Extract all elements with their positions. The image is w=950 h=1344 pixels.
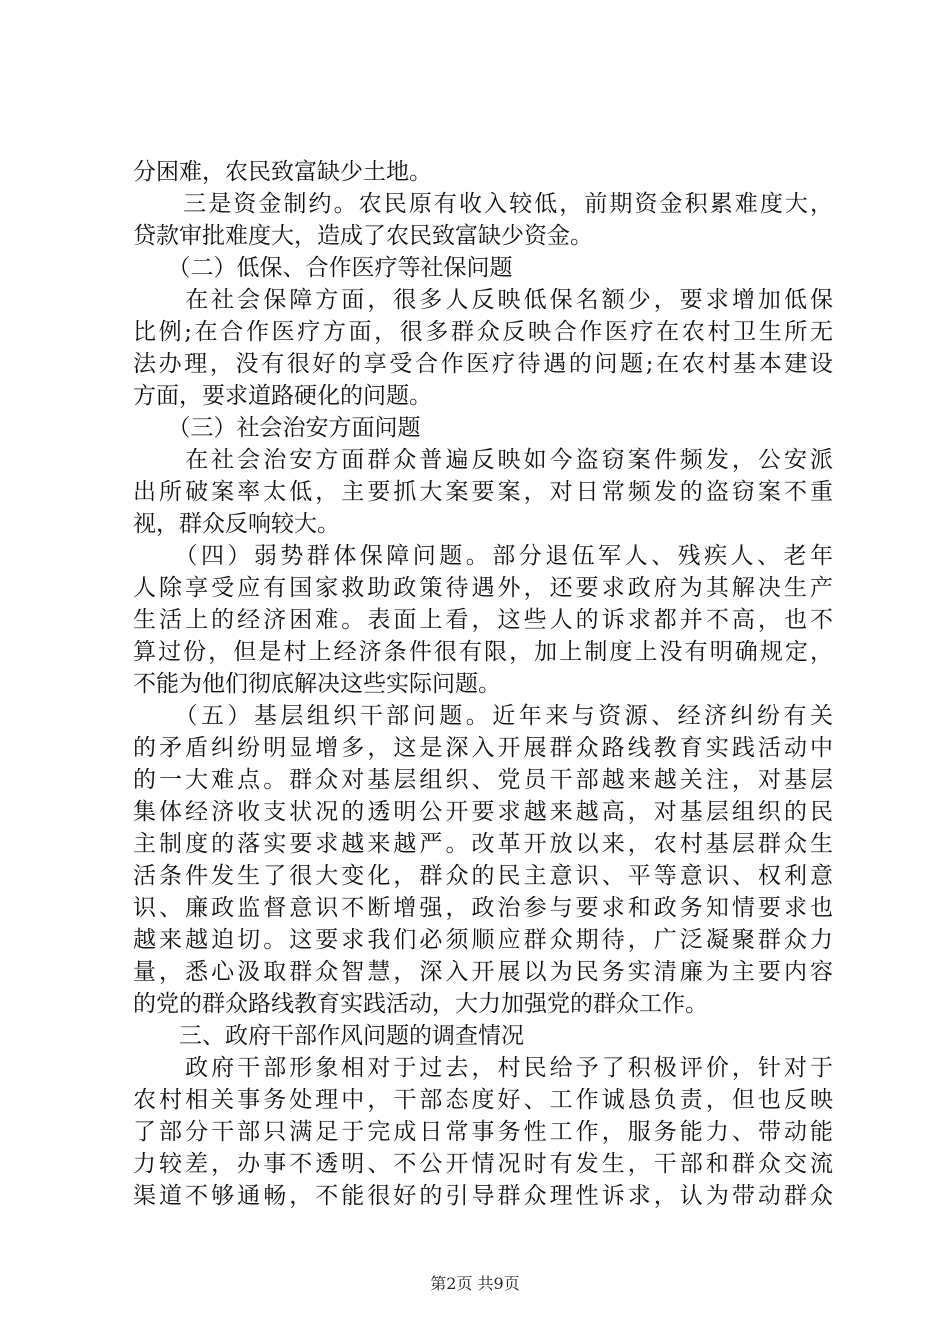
section-heading: （三）社会治安方面问题: [133, 415, 421, 441]
text-line: （四）弱势群体保障问题。部分退伍军人、残疾人、老年: [133, 543, 833, 569]
text-line: 法办理，没有很好的享受合作医疗待遇的问题;在农村基本建设: [133, 351, 833, 377]
text-line: 主制度的落实要求越来越严。改革开放以来，农村基层群众生: [133, 831, 833, 857]
text-line: 越来越迫切。这要求我们必须顺应群众期待，广泛凝聚群众力: [133, 927, 833, 953]
page-number-footer: 第2页 共9页: [430, 1274, 520, 1293]
text-line: 政府干部形象相对于过去，村民给予了积极评价，针对于: [133, 1055, 833, 1081]
text-line: （五）基层组织干部问题。近年来与资源、经济纠纷有关: [133, 703, 833, 729]
text-line: 在社会保障方面，很多人反映低保名额少，要求增加低保: [133, 287, 833, 313]
text-line: 算过份，但是村上经济条件很有限，加上制度上没有明确规定，: [133, 639, 833, 665]
text-line: 了部分干部只满足于完成日常事务性工作，服务能力、带动能: [133, 1119, 833, 1145]
text-line: 农村相关事务处理中，干部态度好、工作诚恳负责，但也反映: [133, 1087, 833, 1113]
text-line: 出所破案率太低，主要抓大案要案，对日常频发的盗窃案不重: [133, 479, 833, 505]
text-line: 识、廉政监督意识不断增强，政治参与要求和政务知情要求也: [133, 895, 833, 921]
text-line: 量，悉心汲取群众智慧，深入开展以为民务实清廉为主要内容: [133, 959, 833, 985]
section-heading: （二）低保、合作医疗等社保问题: [133, 255, 513, 281]
text-line: 方面，要求道路硬化的问题。: [133, 383, 432, 409]
text-line: 三是资金制约。农民原有收入较低，前期资金积累难度大，: [133, 191, 833, 217]
section-heading: 三、政府干部作风问题的调查情况: [133, 1023, 524, 1049]
text-line: 活条件发生了很大变化，群众的民主意识、平等意识、权利意: [133, 863, 833, 889]
text-line: 力较差，办事不透明、不公开情况时有发生，干部和群众交流: [133, 1151, 833, 1177]
text-line: 的矛盾纠纷明显增多，这是深入开展群众路线教育实践活动中: [133, 735, 833, 761]
text-line: 渠道不够通畅，不能很好的引导群众理性诉求，认为带动群众: [133, 1183, 833, 1209]
text-line: 分困难，农民致富缺少土地。: [133, 159, 432, 185]
text-line: 人除享受应有国家救助政策待遇外，还要求政府为其解决生产: [133, 575, 833, 601]
text-line: 视，群众反响较大。: [133, 511, 340, 537]
text-line: 贷款审批难度大，造成了农民致富缺少资金。: [133, 223, 593, 249]
text-line: 生活上的经济困难。表面上看，这些人的诉求都并不高，也不: [133, 607, 833, 633]
text-line: 的党的群众路线教育实践活动，大力加强党的群众工作。: [133, 991, 708, 1017]
text-line: 比例;在合作医疗方面，很多群众反映合作医疗在农村卫生所无: [133, 319, 833, 345]
text-line: 在社会治安方面群众普遍反映如今盗窃案件频发，公安派: [133, 447, 833, 473]
text-line: 不能为他们彻底解决这些实际问题。: [133, 671, 501, 697]
text-line: 集体经济收支状况的透明公开要求越来越高，对基层组织的民: [133, 799, 833, 825]
text-line: 的一大难点。群众对基层组织、党员干部越来越关注，对基层: [133, 767, 833, 793]
